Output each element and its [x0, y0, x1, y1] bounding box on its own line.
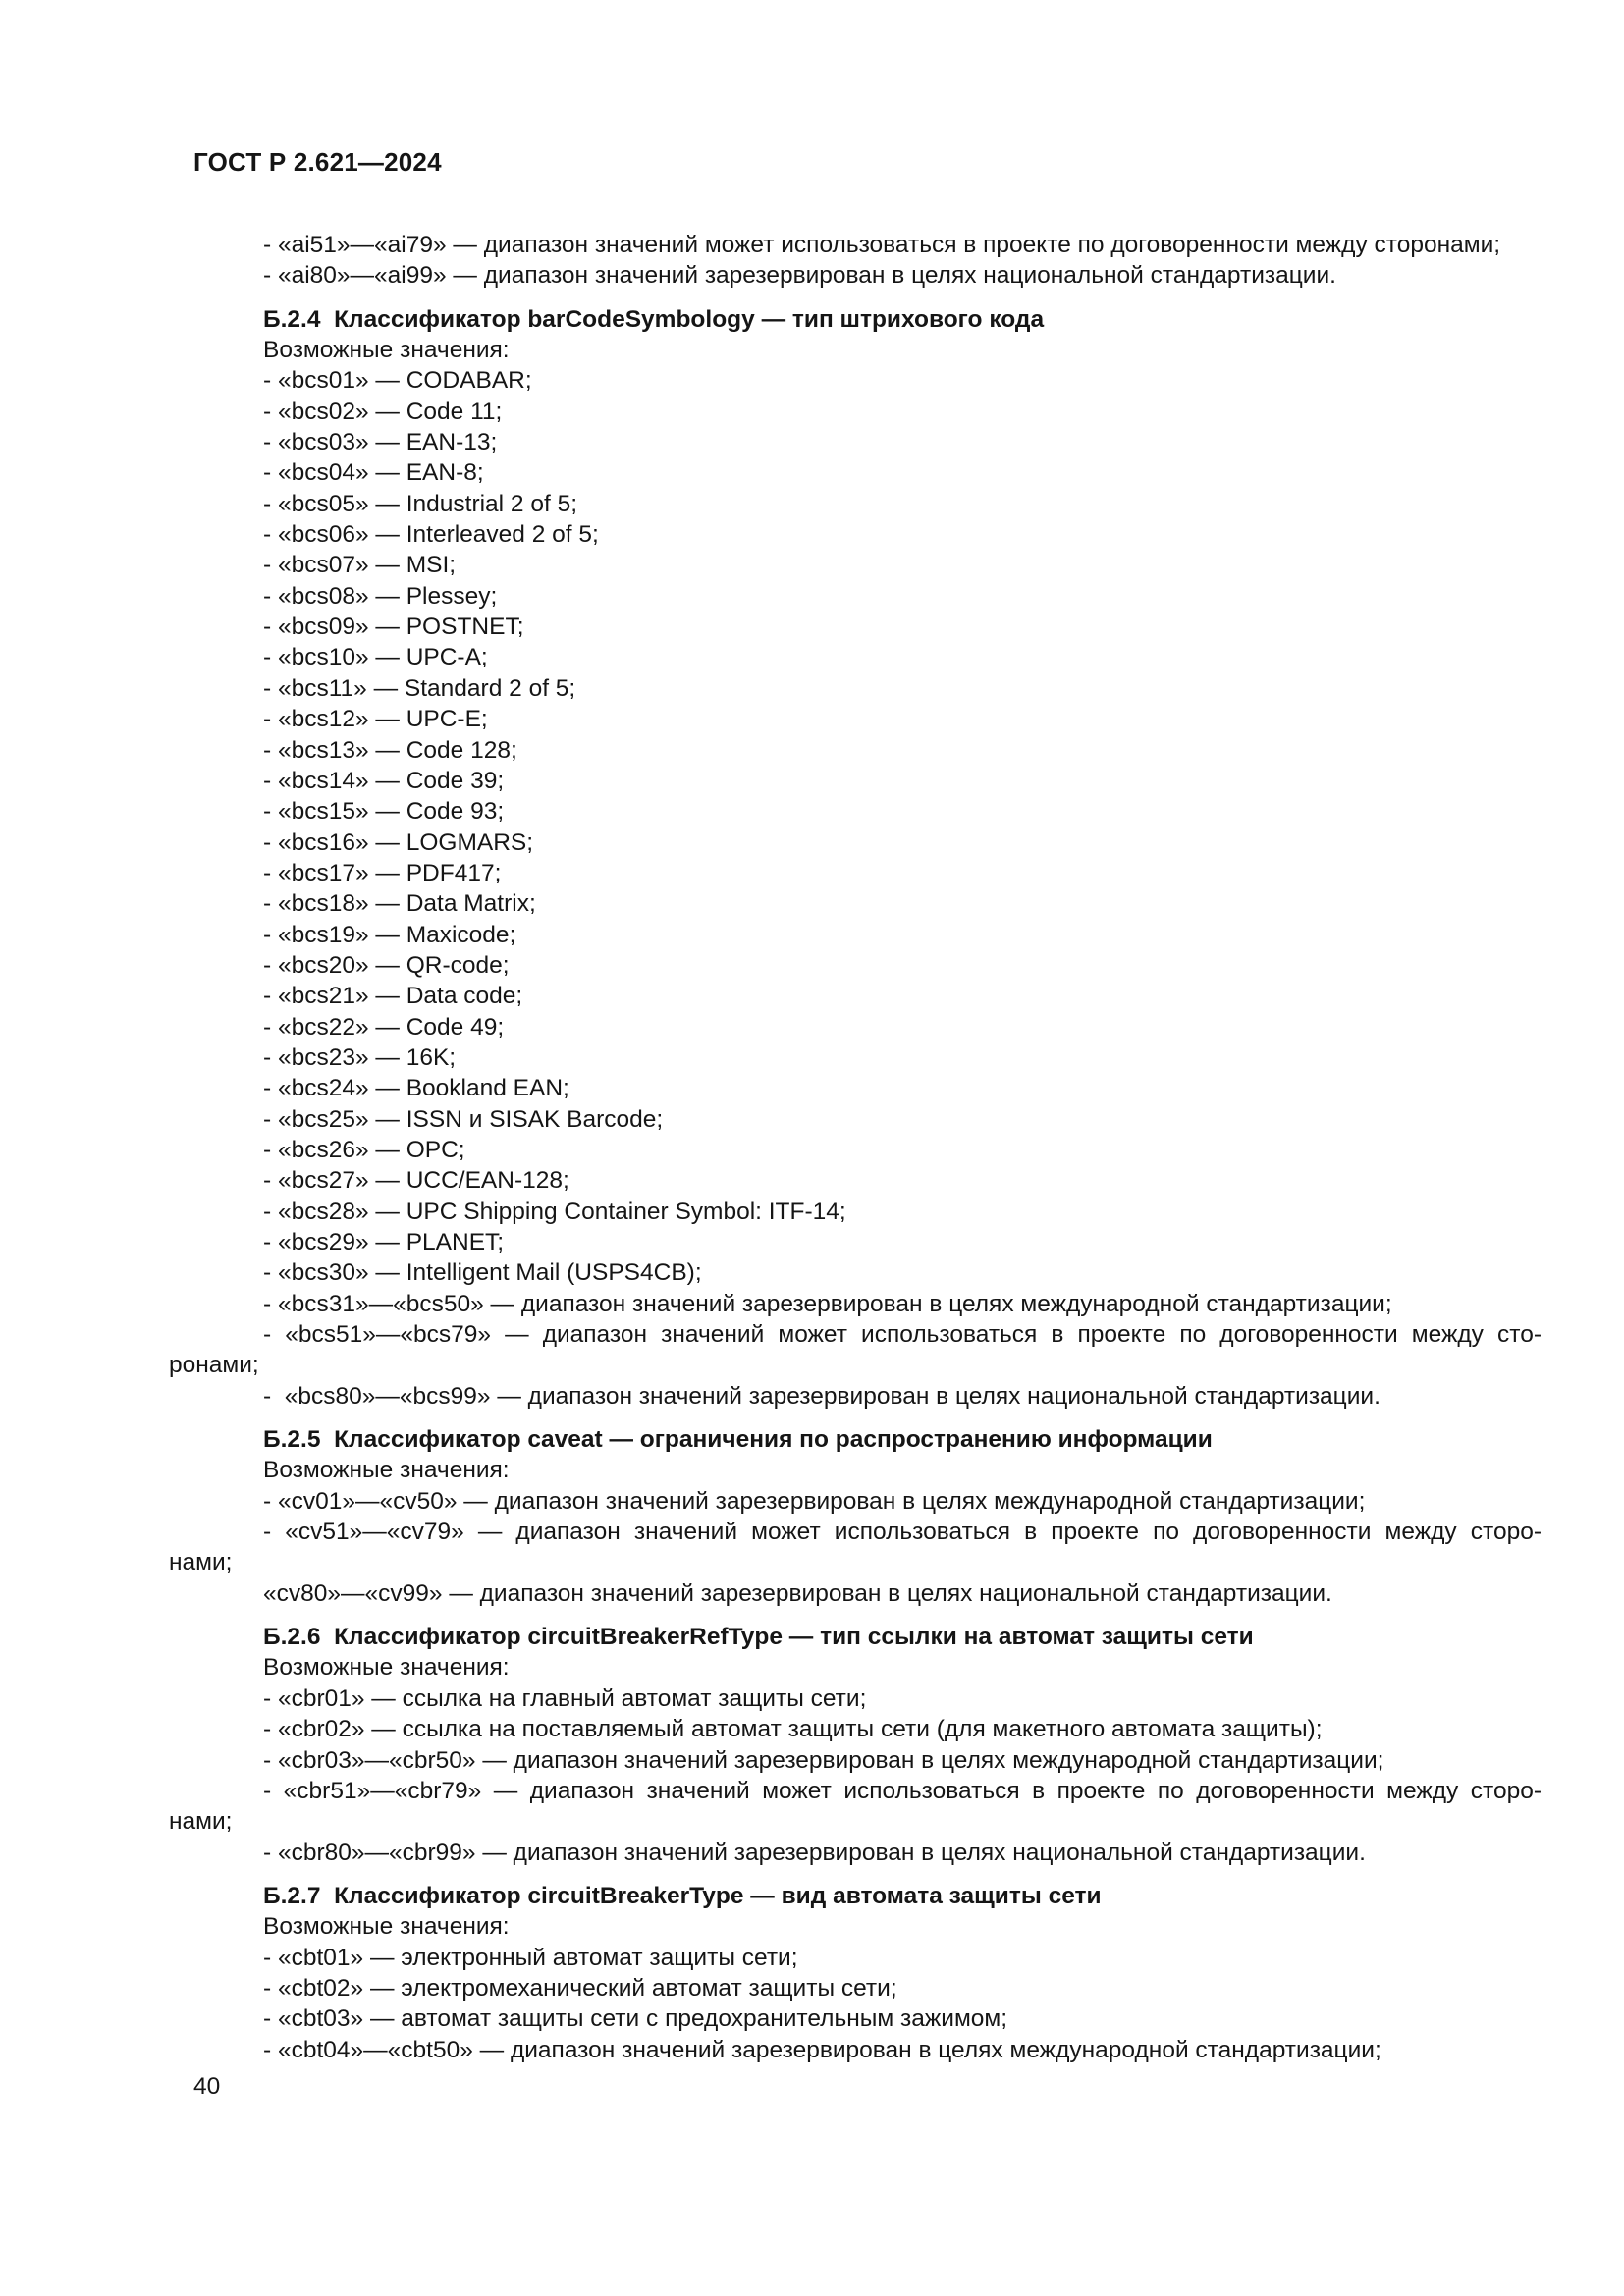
list-item-line: - «bcs02» — Code 11;: [263, 398, 503, 425]
list-item-line: - «cbr03»—«cbr50» — диапазон значений зарезервирован в целях международной стандартизации;: [263, 1746, 1384, 1774]
list-item-line: - «bcs30» — Intelligent Mail (USPS4CB);: [263, 1259, 702, 1287]
list-item-line: - «bcs07» — MSI;: [263, 552, 457, 579]
list-item-line: - «bcs22» — Code 49;: [263, 1013, 505, 1041]
standard-code-header: ГОСТ Р 2.621—2024: [193, 147, 442, 177]
continuation-line: нами;: [169, 1808, 233, 1836]
section-heading: Б.2.6 Классификатор circuitBreakerRefType — тип ссылки на автомат защиты сети: [263, 1624, 1254, 1651]
list-item-line: - «bcs11» — Standard 2 of 5;: [263, 674, 576, 702]
list-item-line: - «cbt04»—«cbt50» — диапазон значений зарезервирован в целях международной стандартизации;: [263, 2036, 1381, 2063]
list-item-line: - «cbt03» — автомат защиты сети с предохранительным зажимом;: [263, 2005, 1008, 2033]
list-item-line: - «bcs08» — Plessey;: [263, 582, 498, 610]
list-item-line: - «cbr02» — ссылка на поставляемый автомат защиты сети (для макетного автомата защиты);: [263, 1716, 1323, 1743]
list-item-line: - «bcs51»—«bcs79» — диапазон значений может использоваться в проекте по договоренности между сто-: [263, 1321, 1542, 1349]
list-item-line: - «bcs14» — Code 39;: [263, 767, 505, 794]
list-item-line: - «bcs05» — Industrial 2 of 5;: [263, 490, 578, 517]
list-item-line: - «cbt02» — электромеханический автомат защиты сети;: [263, 1974, 897, 2002]
list-item-line: - «bcs28» — UPC Shipping Container Symbol: ITF-14;: [263, 1198, 846, 1225]
list-item-line: - «bcs06» — Interleaved 2 of 5;: [263, 521, 599, 549]
list-item-line: - «bcs17» — PDF417;: [263, 859, 502, 886]
section-heading: Б.2.4 Классификатор barCodeSymbology — тип штрихового кода: [263, 305, 1045, 333]
list-item-line: - «bcs19» — Maxicode;: [263, 921, 516, 948]
list-item-line: - «bcs25» — ISSN и SISAK Barcode;: [263, 1105, 664, 1133]
list-item-line: - «bcs18» — Data Matrix;: [263, 890, 536, 918]
list-item-line: - «bcs01» — CODABAR;: [263, 367, 532, 395]
list-item-line: - «cv51»—«cv79» — диапазон значений может использоваться в проекте по договоренности между сторо-: [263, 1519, 1542, 1546]
continuation-line: нами;: [169, 1549, 233, 1576]
list-item-line: - «bcs21» — Data code;: [263, 983, 523, 1010]
list-item-line: - «bcs12» — UPC-E;: [263, 706, 488, 733]
list-item-line: Возможные значения:: [263, 1913, 510, 1941]
list-item-line: - «bcs10» — UPC-A;: [263, 644, 488, 671]
list-item-line: Возможные значения:: [263, 1457, 510, 1484]
continuation-line: ронами;: [169, 1352, 259, 1379]
list-item-line: - «bcs15» — Code 93;: [263, 798, 505, 826]
list-item-line: - «bcs20» — QR-code;: [263, 951, 510, 979]
list-item-line: - «ai80»—«ai99» — диапазон значений зарезервирован в целях национальной стандартизации.: [263, 262, 1336, 290]
page-content: [169, 230, 1542, 2102]
list-item-line: - «bcs26» — OPC;: [263, 1136, 465, 1163]
section-heading: Б.2.5 Классификатор caveat — ограничения по распространению информации: [263, 1426, 1213, 1454]
list-item-line: - «cbt01» — электронный автомат защиты сети;: [263, 1944, 798, 1971]
list-item-line: - «bcs29» — PLANET;: [263, 1229, 505, 1255]
list-item-line: - «cbr51»—«cbr79» — диапазон значений может использоваться в проекте по договоренности между сторо-: [263, 1777, 1542, 1804]
list-item-line: - «bcs16» — LOGMARS;: [263, 828, 534, 856]
list-item-line: - «bcs31»—«bcs50» — диапазон значений зарезервирован в целях международной стандартизации;: [263, 1290, 1392, 1317]
list-item-line: Возможные значения:: [263, 1654, 510, 1682]
section-heading: Б.2.7 Классификатор circuitBreakerType — вид автомата защиты сети: [263, 1882, 1102, 1909]
list-item-line: - «bcs24» — Bookland EAN;: [263, 1075, 569, 1102]
list-item-line: - «bcs23» — 16K;: [263, 1043, 457, 1071]
list-item-line: - «bcs13» — Code 128;: [263, 736, 517, 764]
list-item-line: Возможные значения:: [263, 337, 510, 364]
list-item-line: - «bcs27» — UCC/EAN-128;: [263, 1167, 569, 1195]
list-item-line: - «cv01»—«cv50» — диапазон значений зарезервирован в целях международной стандартизации;: [263, 1487, 1366, 1515]
list-item-line: - «bcs04» — EAN-8;: [263, 459, 484, 487]
list-item-line: «cv80»—«cv99» — диапазон значений зарезервирован в целях национальной стандартизации.: [263, 1579, 1332, 1607]
list-item-line: - «ai51»—«ai79» — диапазон значений может использоваться в проекте по договоренности между сторонами;: [263, 232, 1501, 258]
list-item-line: - «bcs09» — POSTNET;: [263, 614, 524, 641]
page-number: 40: [193, 2072, 221, 2100]
list-item-line: - «bcs03» — EAN-13;: [263, 429, 498, 456]
list-item-line: - «bcs80»—«bcs99» — диапазон значений зарезервирован в целях национальной стандартизации.: [263, 1382, 1380, 1410]
list-item-line: - «cbr80»—«cbr99» — диапазон значений зарезервирован в целях национальной стандартизации.: [263, 1839, 1366, 1866]
list-item-line: - «cbr01» — ссылка на главный автомат защиты сети;: [263, 1684, 867, 1712]
